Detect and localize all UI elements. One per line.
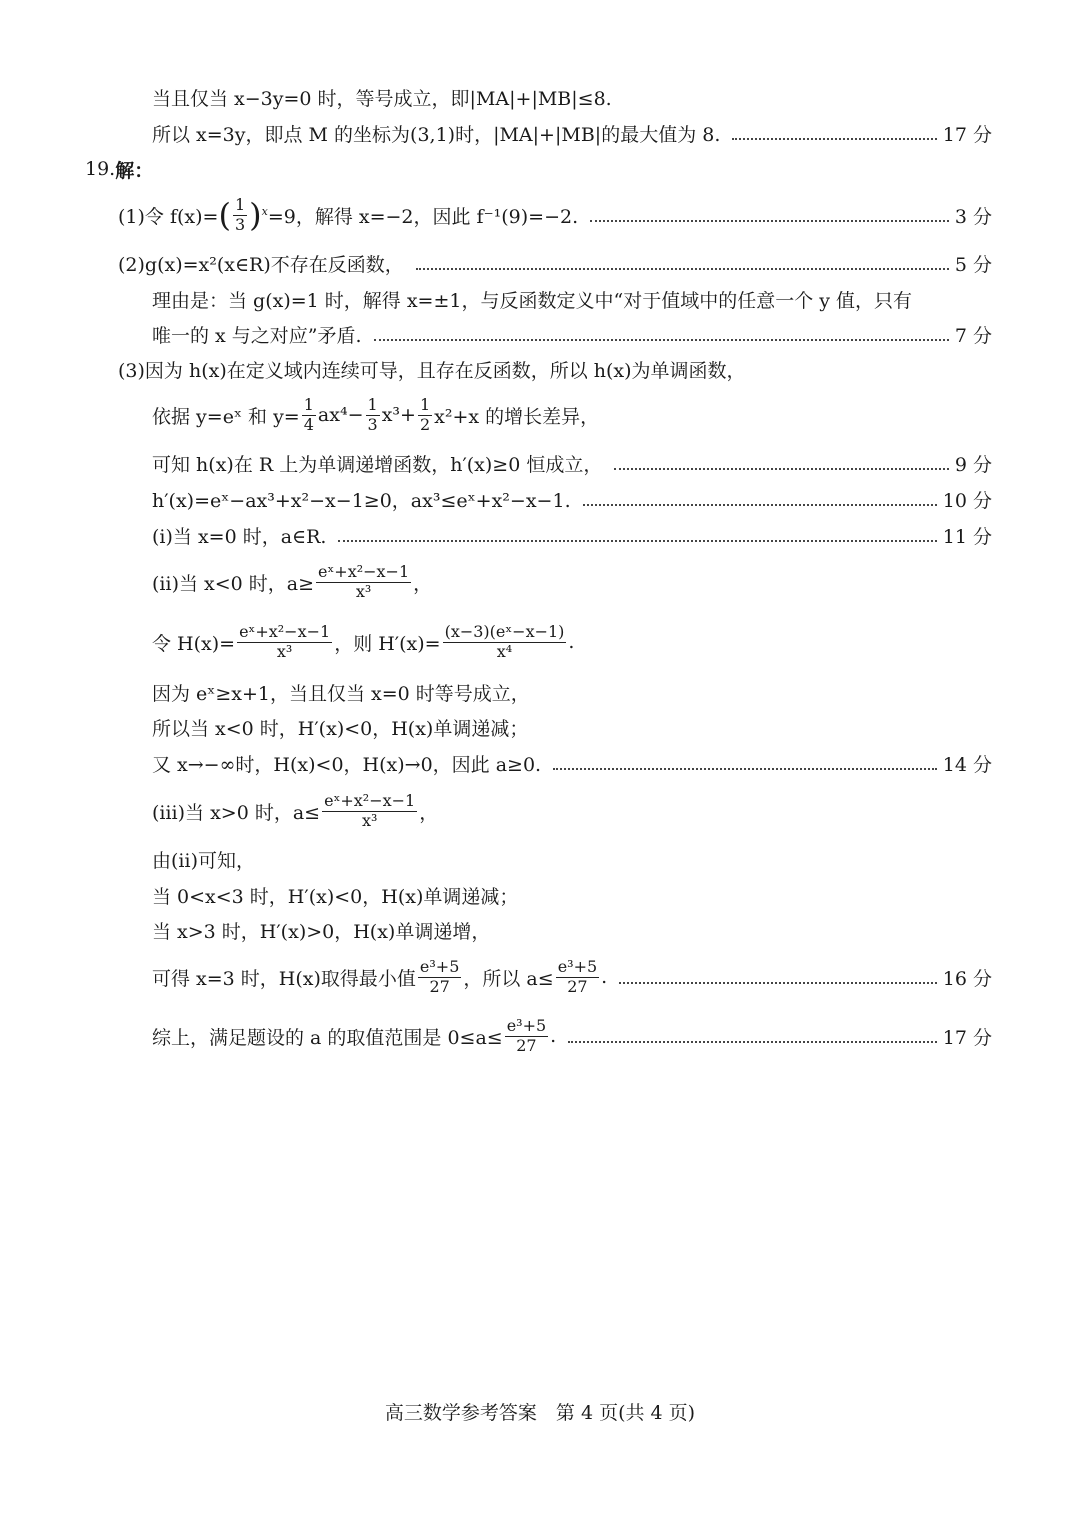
denominator: 27 xyxy=(567,976,588,996)
line-segment: x²+x 的增长差异， xyxy=(434,405,600,428)
dot-leader xyxy=(416,268,949,270)
denominator: 4 xyxy=(303,414,314,434)
text-line xyxy=(152,482,992,516)
text-line xyxy=(152,80,992,114)
score-label: 17 分 xyxy=(942,123,992,146)
line-segment: ， xyxy=(413,572,433,595)
line-segment: ，所以 a≤ xyxy=(463,967,554,990)
line-segment: 综上，满足题设的 a 的取值范围是 0≤a≤ xyxy=(152,1026,503,1049)
denominator: x⁴ xyxy=(496,641,513,661)
text-line xyxy=(152,116,992,150)
numerator: e³+5 xyxy=(506,1016,547,1036)
text-line xyxy=(152,282,992,316)
text-line xyxy=(152,562,992,601)
line-segment: (ⅲ)当 x>0 时，a≤ xyxy=(152,801,321,824)
fraction xyxy=(366,396,380,434)
line-text: 由(ⅱ)可知， xyxy=(152,849,255,872)
line-segment: (1)令 f(x)= xyxy=(118,205,219,228)
left-paren: ( xyxy=(218,196,231,234)
line-text: 又 x→−∞时，H(x)<0，H(x)→0，因此 a≥0. xyxy=(152,753,542,776)
line-segment: 依据 y=eˣ 和 y= xyxy=(152,405,300,428)
score-label: 10 分 xyxy=(942,489,992,512)
score-label: 5 分 xyxy=(954,253,992,276)
fraction xyxy=(418,958,461,996)
score-label: 11 分 xyxy=(942,525,992,548)
text-line xyxy=(152,395,992,434)
dot-leader xyxy=(619,982,937,984)
fraction xyxy=(556,958,599,996)
dot-leader xyxy=(614,468,949,470)
score-label: 3 分 xyxy=(954,205,992,228)
line-segment: . xyxy=(601,966,608,988)
numerator: 1 xyxy=(419,395,431,415)
line-text xyxy=(152,396,599,434)
line-segment: . xyxy=(550,1025,557,1047)
fraction xyxy=(418,396,432,434)
dot-leader xyxy=(553,768,937,770)
line-text xyxy=(152,1017,556,1055)
dot-leader xyxy=(590,220,949,222)
fraction xyxy=(316,563,411,601)
text-line xyxy=(118,246,992,280)
line-text: 当 0<x<3 时，H′(x)<0，H(x)单调递减； xyxy=(152,885,519,908)
text-line xyxy=(152,622,992,661)
denominator: x³ xyxy=(276,641,293,661)
line-text xyxy=(152,958,607,996)
numerator: (x−3)(eˣ−x−1) xyxy=(444,622,565,642)
denominator: x³ xyxy=(355,581,372,601)
line-text xyxy=(152,792,438,830)
line-text: (2)g(x)=x²(x∈R)不存在反函数， xyxy=(118,253,404,276)
line-text: (3)因为 h(x)在定义域内连续可导，且存在反函数，所以 h(x)为单调函数， xyxy=(118,359,746,382)
text-line xyxy=(118,195,992,234)
line-text: 因为 eˣ≥x+1，当且仅当 x=0 时等号成立， xyxy=(152,682,530,705)
text-line xyxy=(152,913,992,947)
dot-leader xyxy=(583,504,937,506)
text-line xyxy=(152,957,992,996)
text-line xyxy=(152,842,992,876)
line-segment: (ⅱ)当 x<0 时，a≥ xyxy=(152,572,315,595)
dot-leader xyxy=(338,540,936,542)
fraction xyxy=(322,792,417,830)
line-text xyxy=(152,623,574,661)
score-label: 14 分 xyxy=(942,753,992,776)
line-segment: 可得 x=3 时，H(x)取得最小值 xyxy=(152,967,416,990)
text-line xyxy=(152,791,992,830)
question-number: 19. xyxy=(85,158,116,180)
text-line xyxy=(152,878,992,912)
text-line xyxy=(118,352,992,386)
denominator: 3 xyxy=(234,214,246,234)
question-heading xyxy=(85,152,992,186)
line-text: 唯一的 x 与之对应”矛盾. xyxy=(152,324,362,347)
line-text: 当 x>3 时，H′(x)>0，H(x)单调递增， xyxy=(152,920,491,943)
line-text xyxy=(152,563,432,601)
line-text: 所以当 x<0 时，H′(x)<0，H(x)单调递减； xyxy=(152,717,529,740)
line-segment: =9，解得 x=−2，因此 f⁻¹(9)=−2. xyxy=(267,205,579,228)
text-line xyxy=(152,1016,992,1055)
dot-leader xyxy=(568,1041,937,1043)
numerator: 1 xyxy=(234,195,246,215)
line-text: 理由是：当 g(x)=1 时，解得 x=±1，与反函数定义中“对于值域中的任意一个 y 值，只有 xyxy=(152,289,913,312)
line-segment: ，则 H′(x)= xyxy=(334,632,441,655)
line-text: 当且仅当 x−3y=0 时，等号成立，即|MA|+|MB|≤8. xyxy=(152,87,612,110)
dot-leader xyxy=(732,138,936,140)
exponent: x xyxy=(261,204,268,218)
numerator: eˣ+x²−x−1 xyxy=(318,562,410,582)
fraction xyxy=(505,1017,548,1055)
numerator: eˣ+x²−x−1 xyxy=(239,622,331,642)
text-line xyxy=(152,710,992,744)
text-line xyxy=(152,746,992,780)
line-segment: 令 H(x)= xyxy=(152,632,236,655)
text-line xyxy=(152,518,992,552)
dot-leader xyxy=(374,339,949,341)
line-text xyxy=(118,196,578,234)
numerator: eˣ+x²−x−1 xyxy=(324,791,416,811)
line-segment: . xyxy=(568,631,575,653)
line-segment: ， xyxy=(419,801,439,824)
numerator: 1 xyxy=(367,395,378,415)
fraction xyxy=(302,396,316,434)
text-line xyxy=(152,317,992,351)
denominator: 27 xyxy=(516,1035,537,1055)
line-text: 可知 h(x)在 R 上为单调递增函数，h′(x)≥0 恒成立， xyxy=(152,453,603,476)
score-label: 16 分 xyxy=(942,967,992,990)
text-line xyxy=(152,675,992,709)
score-label: 17 分 xyxy=(942,1026,992,1049)
denominator: x³ xyxy=(361,810,378,830)
fraction xyxy=(443,623,567,661)
right-paren: ) xyxy=(249,196,262,234)
page-footer: 高三数学参考答案 第 4 页(共 4 页) xyxy=(384,1402,696,1424)
fraction xyxy=(233,196,247,234)
line-text: 所以 x=3y，即点 M 的坐标为(3,1)时，|MA|+|MB|的最大值为 8. xyxy=(152,123,721,146)
text-line xyxy=(152,446,992,480)
denominator: 2 xyxy=(419,414,431,434)
line-segment: x³+ xyxy=(381,404,416,426)
score-label: 9 分 xyxy=(954,453,992,476)
denominator: 3 xyxy=(367,414,378,434)
solution-label: 解： xyxy=(115,159,154,182)
fraction xyxy=(237,623,332,661)
score-label: 7 分 xyxy=(954,324,992,347)
line-segment: ax⁴− xyxy=(317,404,364,426)
line-text: h′(x)=eˣ−ax³+x²−x−1≥0，ax³≤eˣ+x²−x−1. xyxy=(152,489,571,512)
numerator: e³+5 xyxy=(419,957,460,977)
denominator: 27 xyxy=(429,976,450,996)
numerator: e³+5 xyxy=(557,957,598,977)
line-text: (ⅰ)当 x=0 时，a∈R. xyxy=(152,525,327,548)
numerator: 1 xyxy=(303,395,314,415)
